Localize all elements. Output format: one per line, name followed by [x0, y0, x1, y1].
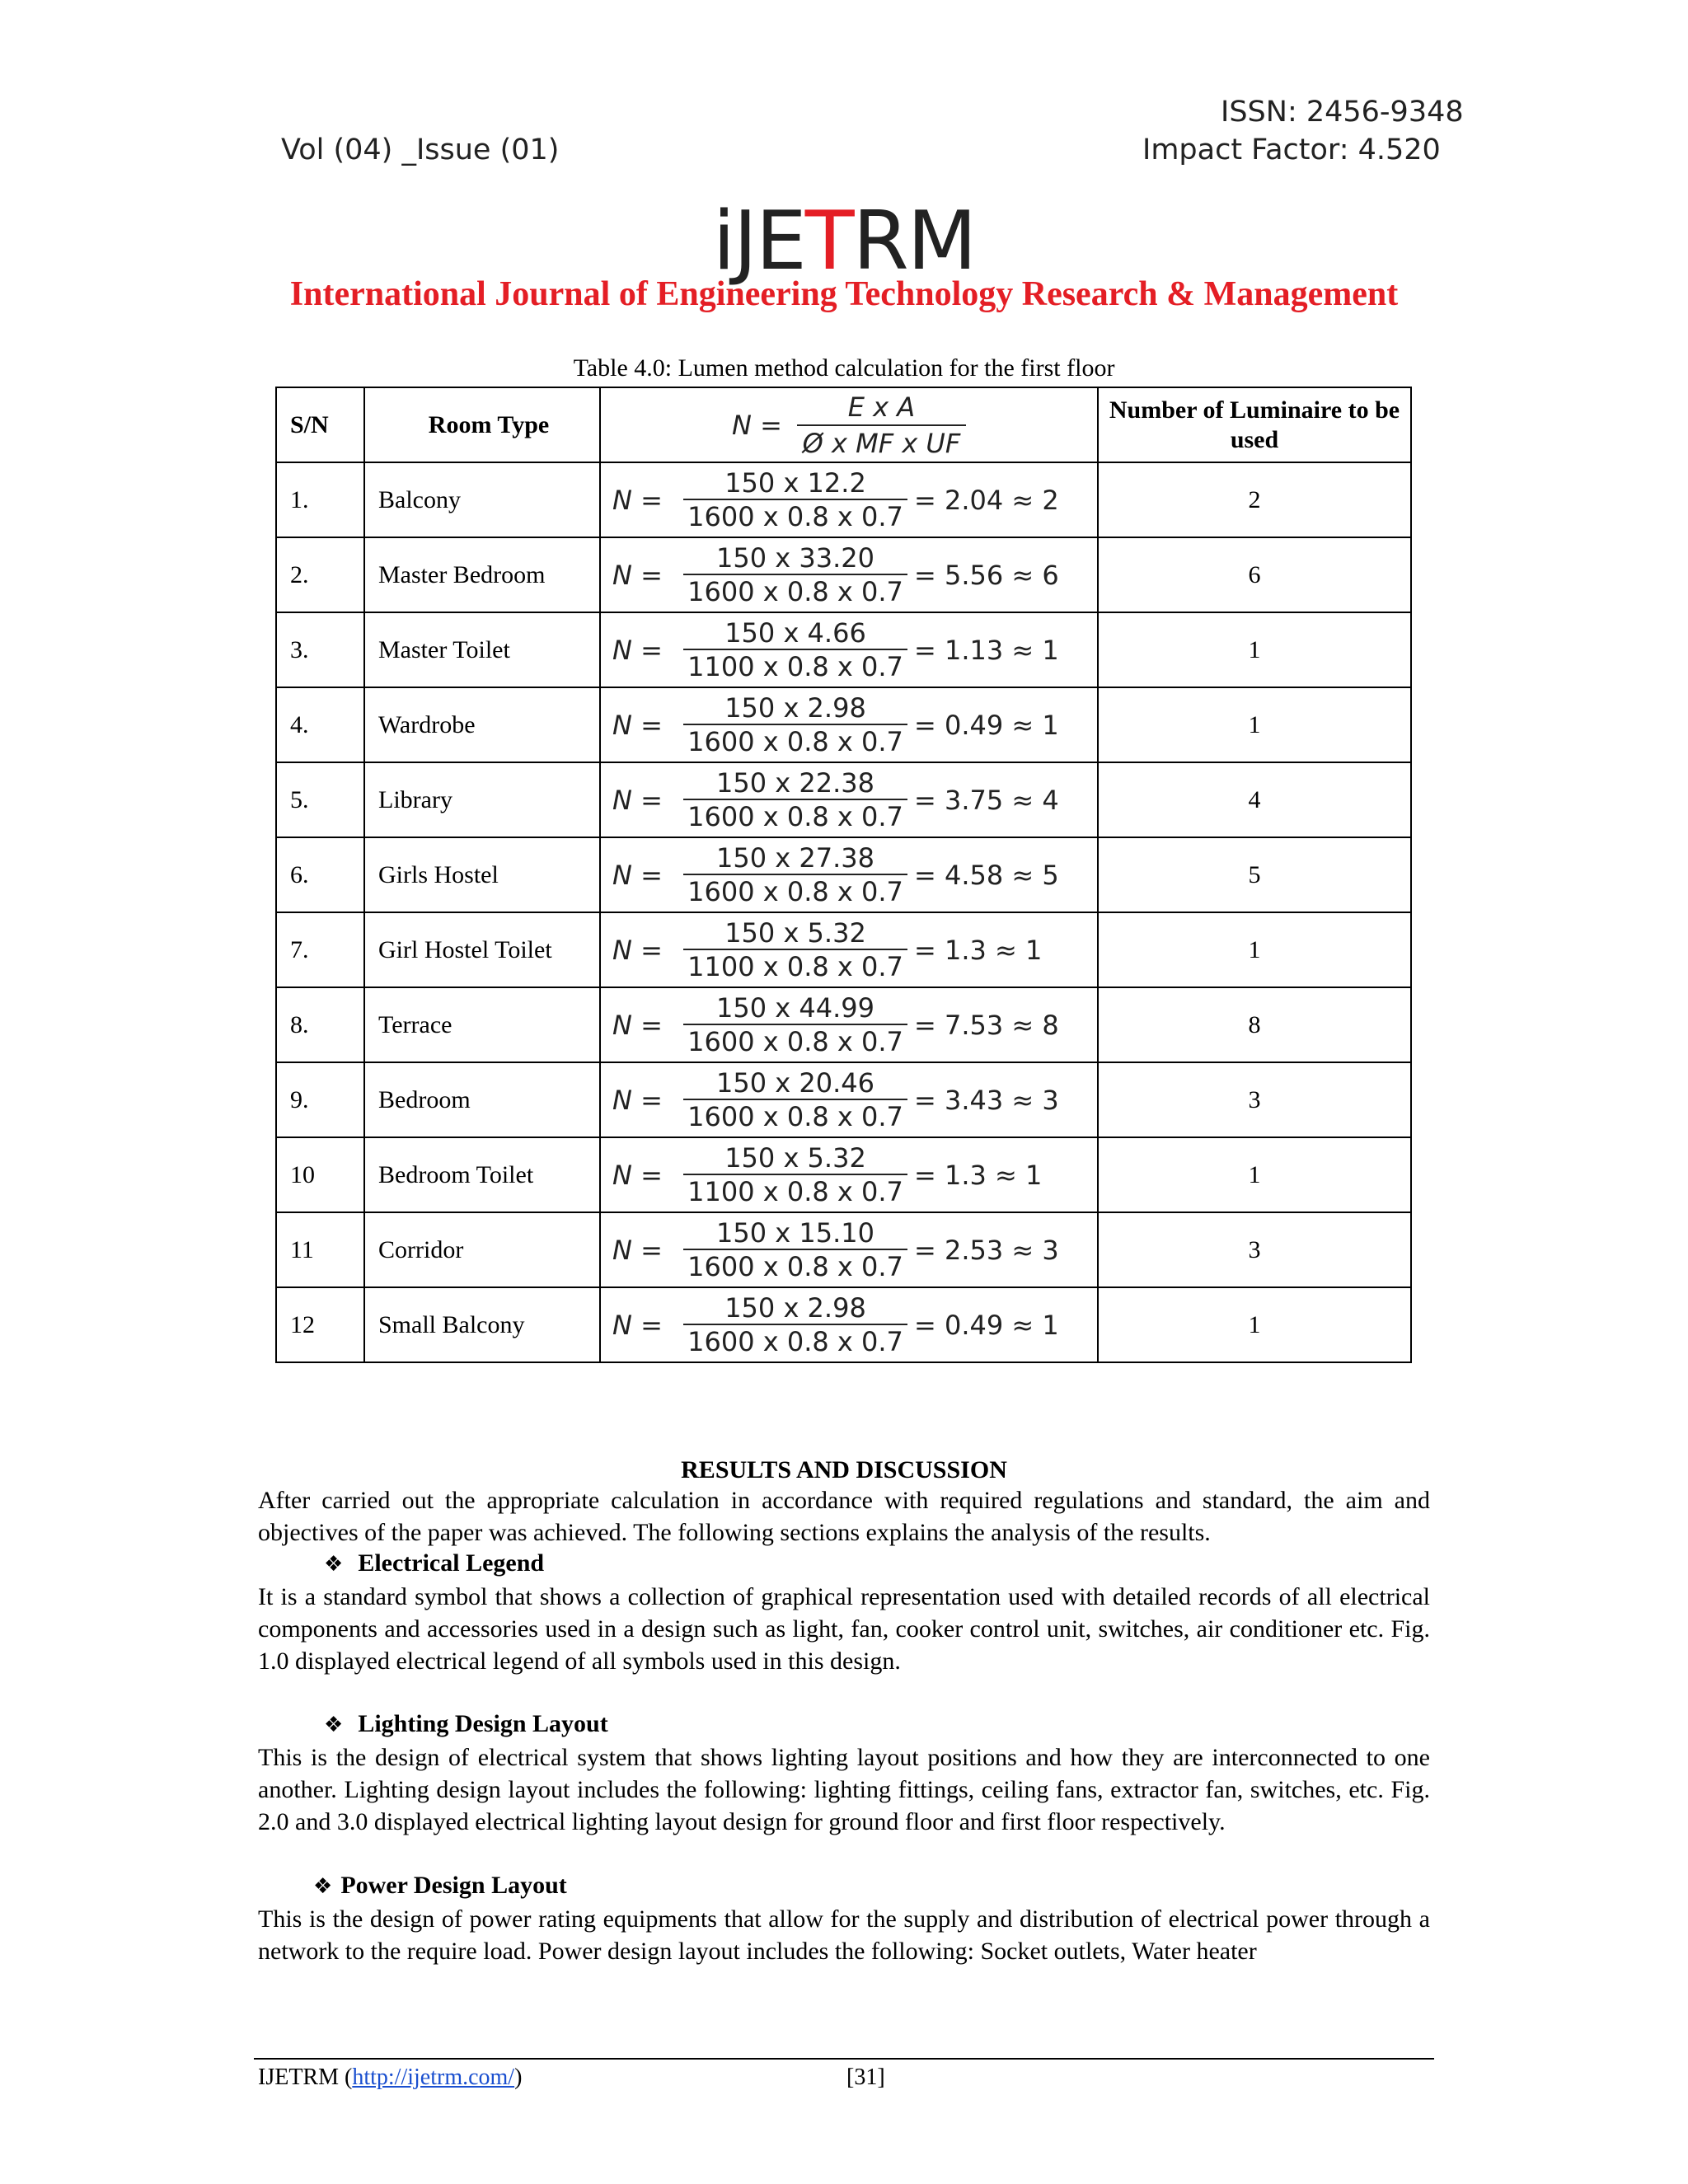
formula-denominator: 1600 x 0.8 x 0.7 — [687, 1100, 903, 1132]
page-number: [31] — [846, 2064, 885, 2090]
formula-result: = 7.53 ≈ 8 — [914, 1009, 1059, 1041]
journal-title: International Journal of Engineering Technology Research & Management — [289, 275, 1399, 313]
row-luminaire-count: 5 — [1098, 837, 1411, 912]
table-row — [276, 687, 1411, 762]
formula-numerator: 150 x 2.98 — [724, 1291, 866, 1324]
formula-denominator: 1600 x 0.8 x 0.7 — [687, 575, 903, 607]
row-sn: 8. — [276, 987, 364, 1062]
row-room-type: Wardrobe — [364, 687, 600, 762]
table-row — [276, 537, 1411, 612]
issn: ISSN: 2456-9348 — [1221, 96, 1464, 129]
formula-denominator: 1600 x 0.8 x 0.7 — [687, 725, 903, 757]
row-formula: N = $\frac{150 x 20.46}{1600 x 0.8 x 0.7}$ = 3.43 ≈ 3 — [600, 1062, 1098, 1137]
row-formula: N = $\frac{150 x 33.20}{1600 x 0.8 x 0.7}$ = 5.56 ≈ 6 — [600, 537, 1098, 612]
row-sn: 9. — [276, 1062, 364, 1137]
impact-factor: Impact Factor: 4.520 — [1142, 134, 1441, 166]
table-row — [276, 462, 1411, 537]
section-electrical-legend-title: ❖ Electrical Legend — [324, 1549, 545, 1577]
row-formula: N = $\frac{150 x 12.2}{1600 x 0.8 x 0.7}$ = 2.04 ≈ 2 — [600, 462, 1098, 537]
row-formula: N = $\frac{150 x 22.38}{1600 x 0.8 x 0.7}$ = 3.75 ≈ 4 — [600, 762, 1098, 837]
row-sn: 10 — [276, 1137, 364, 1212]
header-sn: S/N — [276, 387, 364, 462]
row-formula: N = $\frac{150 x 5.32}{1100 x 0.8 x 0.7}$ = 1.3 ≈ 1 — [600, 1137, 1098, 1212]
table-row — [276, 1062, 1411, 1137]
formula-result: = 5.56 ≈ 6 — [914, 559, 1059, 591]
row-formula: N = $\frac{150 x 27.38}{1600 x 0.8 x 0.7}$ = 4.58 ≈ 5 — [600, 837, 1098, 912]
formula-numerator: 150 x 2.98 — [724, 691, 866, 724]
formula-numerator: 150 x 22.38 — [716, 766, 874, 799]
formula-numerator: 150 x 4.66 — [724, 616, 866, 649]
formula-numerator: 150 x 33.20 — [716, 541, 874, 574]
volume-issue: Vol (04) _Issue (01) — [281, 134, 560, 166]
table-row — [276, 987, 1411, 1062]
section-power-title: ❖ Power Design Layout — [313, 1872, 567, 1899]
formula-numerator: 150 x 20.46 — [716, 1066, 874, 1099]
row-luminaire-count: 6 — [1098, 537, 1411, 612]
section-power-text: This is the design of power rating equipments that allow for the supply and distribution of electrical power through a network to the require load. Power design layout includes the following: Socket outlets, Water heater — [258, 1905, 1430, 1965]
results-intro: After carried out the appropriate calculation in accordance with required regulations and standard, the aim and objectives of the paper was achieved. The following sections explains the analysis of the results. — [258, 1487, 1430, 1546]
row-formula: N = $\frac{150 x 44.99}{1600 x 0.8 x 0.7}$ = 7.53 ≈ 8 — [600, 987, 1098, 1062]
row-room-type: Girl Hostel Toilet — [364, 912, 600, 987]
formula-result: = 0.49 ≈ 1 — [914, 709, 1059, 741]
row-room-type: Corridor — [364, 1212, 600, 1287]
table-row — [276, 912, 1411, 987]
row-sn: 7. — [276, 912, 364, 987]
row-sn: 11 — [276, 1212, 364, 1287]
formula-numerator: 150 x 44.99 — [716, 991, 874, 1024]
table-caption: Table 4.0: Lumen method calculation for the first floor — [573, 354, 1115, 382]
row-formula: N = $\frac{150 x 2.98}{1600 x 0.8 x 0.7}$ = 0.49 ≈ 1 — [600, 687, 1098, 762]
table-row — [276, 837, 1411, 912]
formula-denominator: 1600 x 0.8 x 0.7 — [687, 875, 903, 907]
row-sn: 5. — [276, 762, 364, 837]
table-row — [276, 1287, 1411, 1362]
formula-result: = 3.43 ≈ 3 — [914, 1084, 1059, 1116]
formula-denominator: 1100 x 0.8 x 0.7 — [687, 950, 903, 982]
formula-result: = 3.75 ≈ 4 — [914, 784, 1059, 816]
formula-denominator: 1600 x 0.8 x 0.7 — [687, 500, 903, 532]
formula-numerator: 150 x 27.38 — [716, 841, 874, 874]
formula-denominator: 1600 x 0.8 x 0.7 — [687, 1250, 903, 1282]
header-formula: N = E x A Ø x MF x UF — [600, 387, 1098, 462]
formula-denominator: 1600 x 0.8 x 0.7 — [687, 1025, 903, 1057]
formula-result: = 1.3 ≈ 1 — [914, 1159, 1043, 1191]
table-row — [276, 1137, 1411, 1212]
formula-numerator: 150 x 15.10 — [716, 1216, 874, 1249]
row-sn: 12 — [276, 1287, 364, 1362]
formula-result: = 2.04 ≈ 2 — [914, 484, 1059, 516]
table-header-row — [276, 387, 1411, 462]
bullet-icon: ❖ — [324, 1552, 344, 1577]
formula-denominator: 1600 x 0.8 x 0.7 — [687, 800, 903, 832]
row-luminaire-count: 1 — [1098, 1137, 1411, 1212]
formula-denominator: 1100 x 0.8 x 0.7 — [687, 650, 903, 682]
formula-denominator: 1600 x 0.8 x 0.7 — [687, 1325, 903, 1357]
bullet-icon: ❖ — [324, 1713, 344, 1737]
row-formula: N = $\frac{150 x 5.32}{1100 x 0.8 x 0.7}$ = 1.3 ≈ 1 — [600, 912, 1098, 987]
row-luminaire-count: 1 — [1098, 1287, 1411, 1362]
row-room-type: Master Toilet — [364, 612, 600, 687]
row-sn: 6. — [276, 837, 364, 912]
table-row — [276, 612, 1411, 687]
row-sn: 3. — [276, 612, 364, 687]
row-room-type: Bedroom Toilet — [364, 1137, 600, 1212]
lumen-table — [275, 387, 1412, 1363]
row-sn: 1. — [276, 462, 364, 537]
table-row — [276, 762, 1411, 837]
footer-link[interactable]: http://ijetrm.com/ — [352, 2064, 515, 2090]
footer-rule — [254, 2058, 1434, 2060]
header-luminaire-count: Number of Luminaire to be used — [1098, 387, 1411, 462]
row-room-type: Small Balcony — [364, 1287, 600, 1362]
row-luminaire-count: 8 — [1098, 987, 1411, 1062]
section-electrical-legend-text: It is a standard symbol that shows a collection of graphical representation used with detailed records of all electrical components and accessories used in a design such as light, fan, cooker control unit, switches, air conditioner etc. Fig. 1.0 displayed electrical legend of all symbols used in this design. — [258, 1583, 1430, 1675]
section-lighting-text: This is the design of electrical system that shows lighting layout positions and how they are interconnected to one another. Lighting design layout includes the following: lighting fittings, ceiling fans, extractor fan, switches, etc. Fig. 2.0 and 3.0 displayed electrical lighting layout design for ground floor and first floor respectively. — [258, 1744, 1430, 1835]
row-room-type: Balcony — [364, 462, 600, 537]
formula-result: = 0.49 ≈ 1 — [914, 1309, 1059, 1341]
row-room-type: Girls Hostel — [364, 837, 600, 912]
row-luminaire-count: 1 — [1098, 612, 1411, 687]
row-sn: 4. — [276, 687, 364, 762]
row-luminaire-count: 3 — [1098, 1062, 1411, 1137]
row-room-type: Master Bedroom — [364, 537, 600, 612]
results-heading: RESULTS AND DISCUSSION — [681, 1456, 1007, 1483]
section-lighting-title: ❖ Lighting Design Layout — [324, 1710, 608, 1737]
row-room-type: Bedroom — [364, 1062, 600, 1137]
row-formula: N = $\frac{150 x 15.10}{1600 x 0.8 x 0.7}$ = 2.53 ≈ 3 — [600, 1212, 1098, 1287]
formula-numerator: 150 x 12.2 — [724, 466, 866, 499]
table-row — [276, 1212, 1411, 1287]
formula-numerator: 150 x 5.32 — [724, 1141, 866, 1174]
formula-result: = 1.3 ≈ 1 — [914, 934, 1043, 966]
row-luminaire-count: 1 — [1098, 912, 1411, 987]
row-luminaire-count: 2 — [1098, 462, 1411, 537]
formula-result: = 4.58 ≈ 5 — [914, 859, 1059, 891]
row-sn: 2. — [276, 537, 364, 612]
row-luminaire-count: 1 — [1098, 687, 1411, 762]
formula-numerator: 150 x 5.32 — [724, 916, 866, 949]
journal-logo: iJETRM — [712, 194, 976, 288]
formula-result: = 2.53 ≈ 3 — [914, 1234, 1059, 1266]
row-room-type: Library — [364, 762, 600, 837]
formula-denominator: 1100 x 0.8 x 0.7 — [687, 1175, 903, 1207]
bullet-icon: ❖ — [313, 1874, 333, 1899]
formula-result: = 1.13 ≈ 1 — [914, 634, 1059, 666]
row-formula: N = $\frac{150 x 4.66}{1100 x 0.8 x 0.7}$ = 1.13 ≈ 1 — [600, 612, 1098, 687]
footer-journal: IJETRM (http://ijetrm.com/) — [258, 2064, 523, 2090]
row-luminaire-count: 4 — [1098, 762, 1411, 837]
header-room-type: Room Type — [364, 387, 600, 462]
row-room-type: Terrace — [364, 987, 600, 1062]
row-formula: N = $\frac{150 x 2.98}{1600 x 0.8 x 0.7}$ = 0.49 ≈ 1 — [600, 1287, 1098, 1362]
row-luminaire-count: 3 — [1098, 1212, 1411, 1287]
